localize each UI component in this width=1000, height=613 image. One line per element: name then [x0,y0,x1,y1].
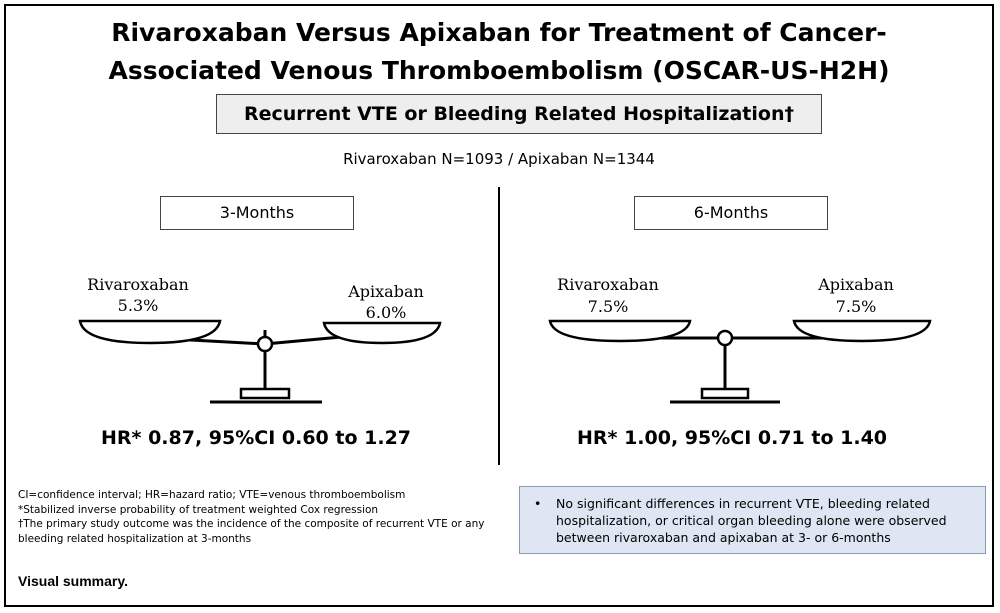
balance-scale-6-months [540,264,940,414]
right-drug-label: Apixaban [818,275,894,294]
right-drug-value: 6.0% [365,303,407,322]
summary-text: No significant differences in recurrent VTE, bleeding related hospitalization, or critical organ bleeding alone were observed between rivaroxaban and apixaban at 3- or 6-months [556,496,947,545]
balance-scale-3-months [70,264,470,414]
right-drug-value: 7.5% [835,297,877,316]
hazard-ratio-6-months: HR* 1.00, 95%CI 0.71 to 1.40 [576,427,888,449]
sample-size-text: Rivaroxaban N=1093 / Apixaban N=1344 [343,150,655,168]
period-box-6-months: 6-Months [634,196,828,230]
left-drug-label: Rivaroxaban [557,275,659,294]
right-drug-label: Apixaban [348,282,424,301]
period-box-3-months: 3-Months [160,196,354,230]
footnote-abbreviations: CI=confidence interval; HR=hazard ratio; VTE=venous thromboembolism [18,489,406,501]
footnotes [18,488,498,546]
scale-pivot [718,331,732,345]
figure-title-line-1: Rivaroxaban Versus Apixaban for Treatment of Cancer- [111,18,887,47]
footnote-cox-regression: *Stabilized inverse probability of treatment weighted Cox regression [18,503,379,516]
left-drug-label: Rivaroxaban [87,275,189,294]
right-scale-pan [324,323,440,343]
figure-title-line-2: Associated Venous Thromboembolism (OSCAR-US-H2H) [108,56,890,85]
left-drug-value: 5.3% [117,296,159,315]
hazard-ratio-3-months: HR* 0.87, 95%CI 0.60 to 1.27 [100,427,412,449]
figure-caption: Visual summary. [18,573,128,589]
bullet-icon: • [534,496,542,511]
footnote-primary-outcome: †The primary study outcome was the incidence of the composite of recurrent VTE or any bleeding related hospitalization at 3-months [18,518,485,545]
panel-divider [498,187,500,465]
visual-summary-figure [4,4,994,607]
outcome-box: Recurrent VTE or Bleeding Related Hospitalization† [216,94,822,134]
figure-title [6,14,992,90]
scale-pivot [258,337,272,351]
left-drug-value: 7.5% [587,297,629,316]
summary-box [519,486,986,554]
